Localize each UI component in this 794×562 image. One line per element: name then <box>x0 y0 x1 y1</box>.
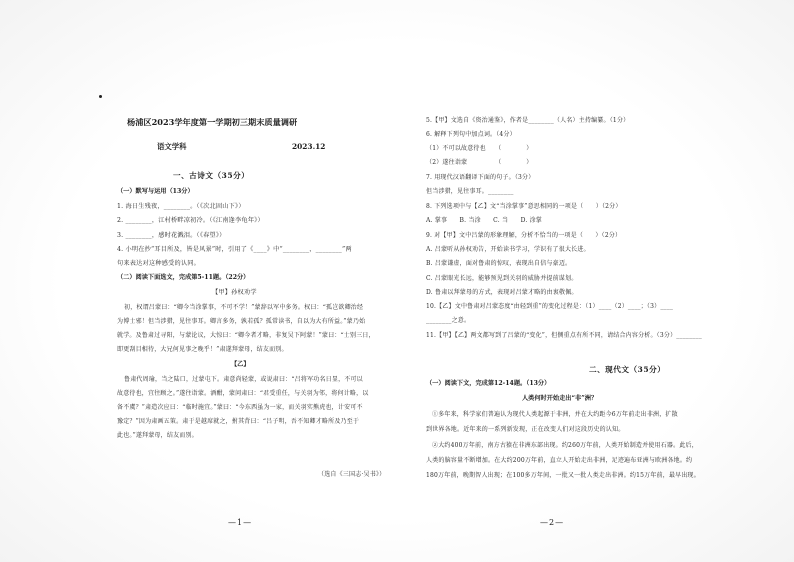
page-number: —2— <box>540 518 565 527</box>
text-source: （选自《三国志·吴书》） <box>318 471 386 478</box>
question-1: 1. 海日生残夜，________。（《次北固山下》） <box>117 203 245 210</box>
essay-paragraph-line: ②大约400万年前，南方古猿在非洲东部出现。约260万年前，人类开始制造并使用石器。此后， <box>432 442 698 449</box>
text-a-line: 为博士邪！但当涉猎，见往事耳。卿言多务，孰若孤？孤常读书，自以为大有所益。”蒙乃始 <box>117 318 366 325</box>
part-title-reading: （二）阅读下面选文，完成第5-11题。（22分） <box>117 274 250 281</box>
exam-date: 2023.12 <box>292 142 326 151</box>
text-a-line: 初，权谓吕蒙曰：“卿今当涂掌事，不可不学！”蒙辞以军中多务。权曰：“孤岂欲卿治经 <box>124 304 364 311</box>
question-7-sentence: 但当涉猎，见往事耳。________ <box>426 188 514 195</box>
text-a-title: 【甲】孙权劝学 <box>212 289 257 296</box>
question-9-option: C. 吕蒙眼光长远，能够预见到关羽的威胁并提前谋划。 <box>426 275 578 282</box>
question-10-cont: ________之意。 <box>426 317 471 324</box>
question-11: 11.【甲】【乙】两文都写到了吕蒙的“变化”，但侧重点有所不同，请结合内容分析。（3分）________ <box>426 332 702 339</box>
scan-speck <box>99 95 102 98</box>
essay-paragraph-line: 到世界各地。近年来的一系列新发现，正在改变人们对这段历史的认知。 <box>426 426 625 433</box>
part-title-modern-reading: （一）阅读下文，完成第12-14题。（13分） <box>426 380 551 387</box>
exam-title: 杨浦区2023学年度第一学期初三期末质量调研 <box>127 117 298 127</box>
question-3: 3. ________，感时花溅泪。（《春望》） <box>117 232 226 239</box>
essay-paragraph-line: ①多年来，科学家们普遍认为现代人类起源于非洲，并在大约距今6万年前走出非洲，扩散 <box>432 411 678 418</box>
text-b-line: 备不虞？”肃造次应曰：“临时施宜。”蒙曰：“今东西虽为一家，而关羽实熊虎也，计安可不 <box>117 404 363 411</box>
essay-paragraph-line: 180万年前，晚期智人出现；在100多万年间，一批又一批人类走出非洲。约15万年前，最早出现。 <box>426 472 700 479</box>
essay-paragraph-line: 人类的脑容量不断增加。在大约200万年前，直立人开始走出非洲，足迹遍布亚洲与欧洲各地。约 <box>426 457 693 464</box>
question-9-option: D. 鲁肃以拜蒙母的方式，表现对吕蒙才略的由衷敬佩。 <box>426 289 578 296</box>
question-6-item: （1）不可以故意待也 （ ） <box>426 145 533 152</box>
text-b-title: 【乙】 <box>231 361 250 368</box>
question-6-item: （2）遂往诣蒙 （ ） <box>426 159 533 166</box>
question-6: 6. 解释下列句中加点词。（4分） <box>426 131 516 138</box>
question-8: 8. 下列选项中与【乙】文“当涂掌事”意思相同的一项是（ ）（2分） <box>426 203 622 210</box>
exam-page-2 <box>404 0 794 562</box>
text-a-line: 即更刮目相待，大兄何见事之晚乎！”肃遂拜蒙母，结友而别。 <box>117 346 288 353</box>
question-10: 10.【乙】文中鲁肃对吕蒙态度“由轻到重”的变化过程是：（1）____（2）____；（3）____ <box>426 303 674 310</box>
section-title-modern: 二、现代文（35分） <box>589 365 666 374</box>
text-b-line: 豫定？”因为肃画五策。肃于是越席就之，拊其背曰：“吕子明，吾不知卿才略所及乃至于 <box>117 418 360 425</box>
text-a-line: 就学。及鲁肃过寻阳，与蒙论议，大惊曰：“卿今者才略，非复吴下阿蒙！”蒙曰：“士别三日， <box>117 332 375 339</box>
question-5: 5.【甲】文选自《资治通鉴》，作者是________（人名）主持编纂。（1分） <box>426 117 630 124</box>
question-9-option: A. 吕蒙听从孙权劝告，开始读书学习，学识有了很大长进。 <box>426 246 590 253</box>
question-9-option: B. 吕蒙谦虚，面对鲁肃的惊叹，表现出自信与豪迈。 <box>426 260 572 267</box>
exam-subject: 语文学科 <box>157 142 187 151</box>
question-7: 7. 用现代汉语翻译下面的句子。（3分） <box>426 174 535 181</box>
question-4: 4. 小明在抄“耳目所及，皆是风景”时，引用了《____》中“________，________”两 <box>117 246 352 253</box>
text-b-line: 鲁肃代周瑜，当之陆口，过蒙屯下。肃意尚轻蒙，或说肃曰：“吕将军功名日显，不可以 <box>124 376 363 383</box>
essay-title: 人类何时开始走出“非”洲？ <box>522 395 598 402</box>
question-2: 2. ________，江村桥畔凉初冷。（《江南逢李龟年》） <box>117 217 264 224</box>
page-number: —1— <box>228 518 253 527</box>
question-8-options: A. 掌事 B. 当涂 C. 当 D. 涂掌 <box>426 217 542 224</box>
text-b-line: 故意待也，宜往顾之。”遂往诣蒙。酒酣，蒙问肃曰：“君受重任，与关羽为邻，将何计略，以 <box>117 390 369 397</box>
part-title-dictation: （一）默写与运用（13分） <box>117 188 194 195</box>
question-9: 9. 对【甲】文中吕蒙的形象理解，分析不恰当的一项是（ ）（2分） <box>426 232 622 239</box>
text-b-line: 此也。”遂拜蒙母，结友而别。 <box>117 432 198 439</box>
section-title-classical: 一、古诗文（35分） <box>173 171 250 180</box>
question-4-cont: 句来表达对这种感受的认同。 <box>117 260 201 267</box>
